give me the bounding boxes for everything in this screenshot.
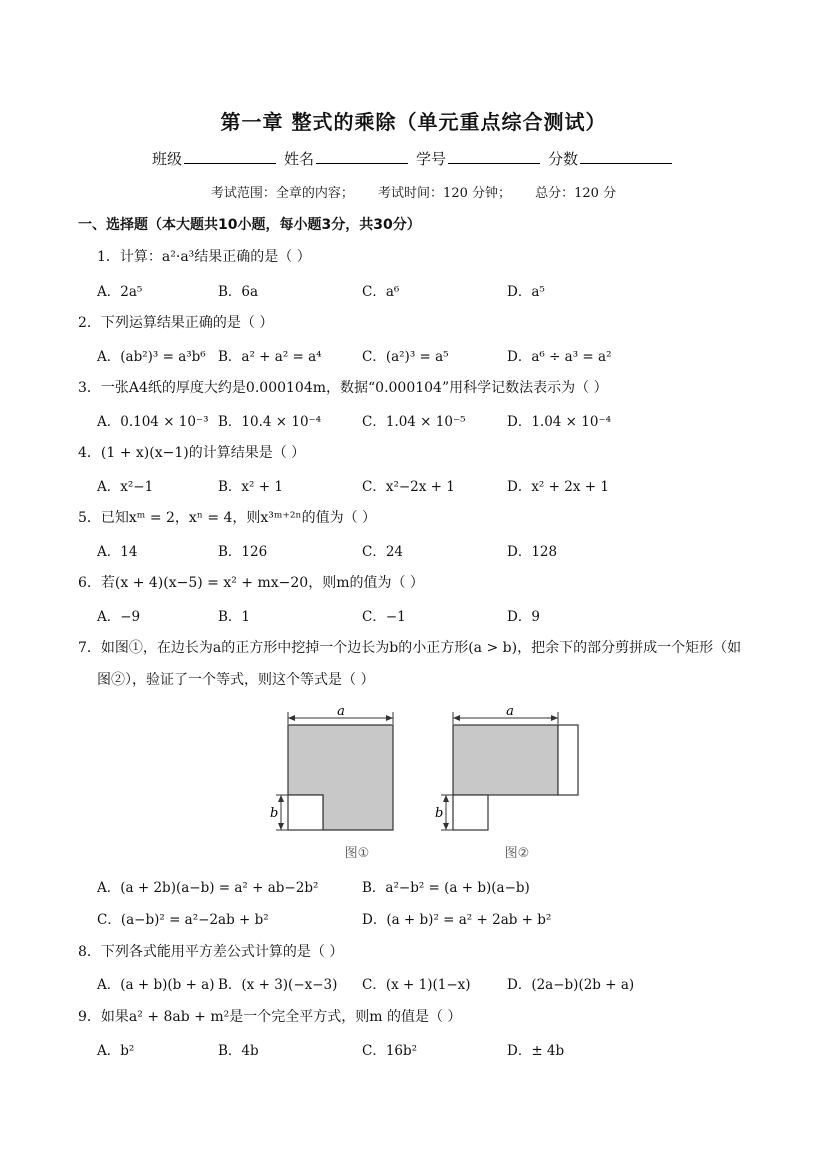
- q5-option-c[interactable]: C．24: [362, 544, 404, 560]
- question-2-stem: 2．下列运算结果正确的是（ ）: [78, 315, 274, 331]
- q1-option-d[interactable]: D．a⁵: [507, 284, 545, 300]
- question-5-stem: 5．已知xᵐ = 2，xⁿ = 4，则x³ᵐ⁺²ⁿ的值为（ ）: [78, 510, 377, 526]
- q9-option-d[interactable]: D．± 4b: [507, 1043, 565, 1059]
- q9-option-a[interactable]: A．b²: [97, 1043, 135, 1059]
- fig2-small-square: [453, 795, 488, 830]
- figure-1: [270, 704, 393, 861]
- class-label: 班级: [152, 150, 183, 168]
- q4-option-b[interactable]: B．x² + 1: [218, 479, 283, 495]
- q4-option-a[interactable]: A．x²−1: [97, 479, 154, 495]
- figure-2: [435, 704, 578, 861]
- q6-option-c[interactable]: C．−1: [362, 609, 406, 625]
- q4-option-d[interactable]: D．x² + 2x + 1: [507, 479, 609, 495]
- class-blank[interactable]: [184, 148, 276, 164]
- q8-option-a[interactable]: A．(a + b)(b + a): [97, 977, 215, 993]
- fig1-b-label: b: [270, 806, 279, 821]
- q5-option-b[interactable]: B．126: [218, 544, 268, 560]
- question-4-stem: 4．(1 + x)(x−1)的计算结果是（ ）: [78, 445, 306, 461]
- fig2-b-arrowhead-bottom: [443, 823, 449, 830]
- q2-option-c[interactable]: C．(a²)³ = a⁵: [362, 349, 449, 365]
- scope-range: 考试范围：全章的内容；: [210, 186, 354, 201]
- question-3-stem: 3．一张A4纸的厚度大约是0.000104m，数据“0.000104”用科学记数法表示为（ ）: [78, 380, 608, 396]
- question-1-stem: 1．计算：a²·a³结果正确的是（ ）: [97, 249, 311, 265]
- fig1-b-arrowhead-top: [278, 795, 284, 802]
- score-label: 分数: [548, 150, 579, 168]
- question-7-stem-line1: 7．如图①，在边长为a的正方形中挖掉一个边长为b的小正方形(a > b)，把余下的部分剪拼成一个矩形（如: [78, 640, 742, 656]
- q9-option-b[interactable]: B．4b: [218, 1043, 259, 1059]
- q2-option-d[interactable]: D．a⁶ ÷ a³ = a²: [507, 349, 612, 365]
- q7-option-c[interactable]: C．(a−b)² = a²−2ab + b²: [97, 912, 269, 928]
- fig1-small-square: [288, 795, 323, 830]
- q9-option-c[interactable]: C．16b²: [362, 1043, 418, 1059]
- question-7-stem-line2: 图②），验证了一个等式，则这个等式是（ ）: [97, 672, 375, 688]
- q2-option-a[interactable]: A．(ab²)³ = a³b⁶: [97, 349, 206, 365]
- fig2-a-arrowhead-right: [551, 715, 558, 721]
- q3-option-b[interactable]: B．10.4 × 10⁻⁴: [218, 414, 322, 430]
- fig2-side-strip: [558, 725, 578, 795]
- question-6-stem: 6．若(x + 4)(x−5) = x² + mx−20，则m的值为（ ）: [78, 575, 424, 591]
- q1-option-b[interactable]: B．6a: [218, 284, 259, 300]
- name-label: 姓名: [284, 150, 315, 168]
- page-title: 第一章 整式的乘除（单元重点综合测试）: [220, 110, 607, 134]
- fig1-a-label: a: [337, 704, 345, 719]
- question-8-stem: 8．下列各式能用平方差公式计算的是（ ）: [78, 944, 344, 960]
- q6-option-a[interactable]: A．−9: [97, 609, 141, 625]
- fig1-b-arrowhead-bottom: [278, 823, 284, 830]
- q8-option-b[interactable]: B．(x + 3)(−x−3): [218, 977, 338, 993]
- question-9-stem: 9．如果a² + 8ab + m²是一个完全平方式，则m 的值是（ ）: [78, 1009, 462, 1025]
- fig1-a-arrowhead-left: [288, 715, 295, 721]
- name-blank[interactable]: [316, 148, 408, 164]
- q7-option-d[interactable]: D．(a + b)² = a² + 2ab + b²: [362, 912, 552, 928]
- q5-option-d[interactable]: D．128: [507, 544, 558, 560]
- q1-option-a[interactable]: A．2a⁵: [97, 284, 143, 300]
- q6-option-d[interactable]: D．9: [507, 609, 540, 625]
- fig2-shaded-rect: [453, 725, 558, 795]
- fig2-caption: 图②: [504, 846, 530, 861]
- student-info-row: [152, 148, 680, 169]
- fig2-a-label: a: [506, 704, 514, 719]
- fig2-b-arrowhead-top: [443, 795, 449, 802]
- q2-option-b[interactable]: B．a² + a² = a⁴: [218, 349, 322, 365]
- q3-option-a[interactable]: A．0.104 × 10⁻³: [97, 414, 209, 430]
- fig1-a-arrowhead-right: [386, 715, 393, 721]
- q5-option-a[interactable]: A．14: [97, 544, 138, 560]
- q7-option-a[interactable]: A．(a + 2b)(a−b) = a² + ab−2b²: [97, 880, 319, 896]
- fig2-a-arrowhead-left: [453, 715, 460, 721]
- score-blank[interactable]: [580, 148, 672, 164]
- q6-option-b[interactable]: B．1: [218, 609, 251, 625]
- q3-option-c[interactable]: C．1.04 × 10⁻⁵: [362, 414, 466, 430]
- q7-figure: [265, 700, 585, 865]
- scope-total: 总分：120 分: [535, 186, 617, 201]
- q8-option-d[interactable]: D．(2a−b)(2b + a): [507, 977, 635, 993]
- scope-time: 考试时间：120 分钟；: [378, 186, 511, 201]
- q3-option-d[interactable]: D．1.04 × 10⁻⁴: [507, 414, 611, 430]
- q7-option-b[interactable]: B．a²−b² = (a + b)(a−b): [362, 880, 530, 896]
- fig1-caption: 图①: [344, 846, 370, 861]
- q4-option-c[interactable]: C．x²−2x + 1: [362, 479, 455, 495]
- id-label: 学号: [416, 150, 447, 168]
- section-heading: 一、选择题（本大题共10小题，每小题3分，共30分）: [78, 217, 421, 233]
- q8-option-c[interactable]: C．(x + 1)(1−x): [362, 977, 471, 993]
- exam-scope: [0, 182, 827, 201]
- q1-option-c[interactable]: C．a⁶: [362, 284, 400, 300]
- id-blank[interactable]: [448, 148, 540, 164]
- fig2-b-label: b: [435, 806, 444, 821]
